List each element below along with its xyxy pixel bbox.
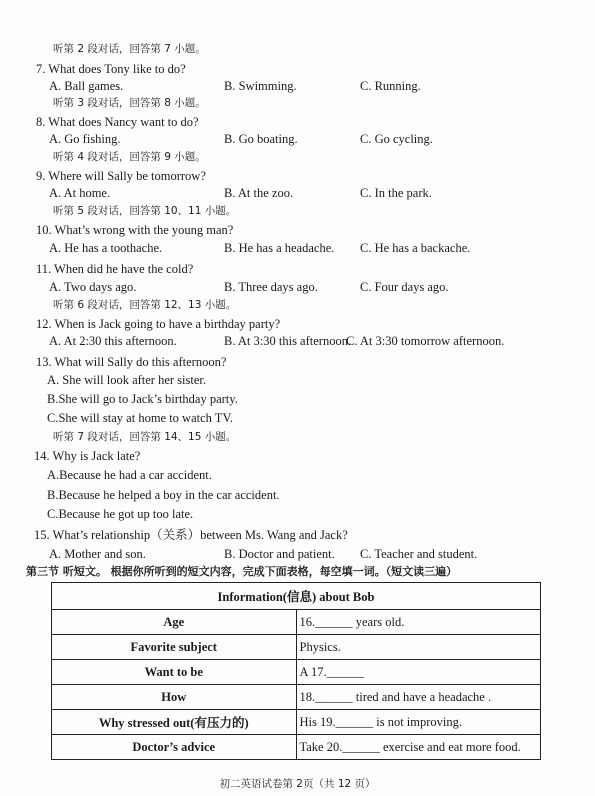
table-row [52, 660, 541, 685]
option-line: B.Because he helped a boy in the car accident. [47, 488, 280, 502]
question: 7. What does Tony like to do? [36, 62, 186, 76]
instruction: 听第 3 段对话，回答第 8 小题。 [53, 97, 206, 109]
row-value: His 19.______ is not improving. [296, 710, 541, 735]
option-c: C. At 3:30 tomorrow afternoon. [346, 334, 505, 348]
question: 13. What will Sally do this afternoon? [36, 355, 227, 369]
option-line: B.She will go to Jack’s birthday party. [47, 392, 238, 406]
option-a: A. Two days ago. [49, 280, 137, 294]
question: 9. Where will Sally be tomorrow? [36, 169, 206, 183]
option-c: C. Go cycling. [360, 132, 433, 146]
question: 15. What’s relationship（关系）between Ms. Wang and Jack? [34, 528, 348, 542]
option-line: C.Because he got up too late. [47, 507, 194, 521]
question: 14. Why is Jack late? [34, 449, 141, 463]
row-label: Doctor’s advice [52, 735, 297, 760]
option-line: C.She will stay at home to watch TV. [47, 411, 233, 425]
row-label: Age [52, 610, 297, 635]
instruction: 听第 2 段对话，回答第 7 小题。 [53, 43, 206, 55]
option-a: A. Go fishing. [49, 132, 121, 146]
question: 11. When did he have the cold? [36, 262, 194, 276]
table-row [52, 735, 541, 760]
instruction: 听第 4 段对话，回答第 9 小题。 [53, 151, 206, 163]
row-value: 18.______ tired and have a headache . [296, 685, 541, 710]
info-table [51, 582, 541, 760]
question: 10. What’s wrong with the young man? [36, 223, 234, 237]
option-b: B. At the zoo. [224, 186, 294, 200]
row-value: 16.______ years old. [296, 610, 541, 635]
option-a: A. At home. [49, 186, 111, 200]
question: 8. What does Nancy want to do? [36, 115, 199, 129]
instruction: 听第 6 段对话，回答第 12、13 小题。 [53, 299, 237, 311]
row-label: Want to be [52, 660, 297, 685]
option-a: A. Ball games. [49, 79, 124, 93]
option-b: B. Doctor and patient. [224, 547, 335, 561]
question: 12. When is Jack going to have a birthday party? [36, 317, 281, 331]
instruction: 听第 5 段对话，回答第 10、11 小题。 [53, 205, 237, 217]
row-value: Take 20.______ exercise and eat more food. [296, 735, 541, 760]
option-b: B. Swimming. [224, 79, 297, 93]
option-line: A. She will look after her sister. [47, 373, 206, 387]
option-c: C. He has a backache. [360, 241, 471, 255]
option-c: C. In the park. [360, 186, 432, 200]
row-label: Why stressed out(有压力的) [52, 710, 297, 735]
row-label: Favorite subject [52, 635, 297, 660]
page-footer: 初二英语试卷第 2页（共 12 页） [219, 778, 376, 790]
row-value: A 17.______ [296, 660, 541, 685]
table-row [52, 710, 541, 735]
option-c: C. Teacher and student. [360, 547, 478, 561]
instruction: 听第 7 段对话，回答第 14、15 小题。 [53, 431, 237, 443]
option-line: A.Because he had a car accident. [47, 468, 212, 482]
option-c: C. Four days ago. [360, 280, 449, 294]
table-row [52, 685, 541, 710]
option-c: C. Running. [360, 79, 421, 93]
table-header: Information(信息) about Bob [52, 583, 541, 610]
row-value: Physics. [296, 635, 541, 660]
option-a: A. At 2:30 this afternoon. [49, 334, 177, 348]
option-b: B. Three days ago. [224, 280, 318, 294]
option-b: B. Go boating. [224, 132, 298, 146]
option-a: A. Mother and son. [49, 547, 146, 561]
option-b: B. At 3:30 this afternoon. [224, 334, 352, 348]
section3-title: 第三节 听短文。 根据你所听到的短文内容，完成下面表格，每空填一词。（短文读三遍） [26, 565, 458, 578]
table-row [52, 635, 541, 660]
option-a: A. He has a toothache. [49, 241, 163, 255]
row-label: How [52, 685, 297, 710]
table-row [52, 610, 541, 635]
option-b: B. He has a headache. [224, 241, 335, 255]
